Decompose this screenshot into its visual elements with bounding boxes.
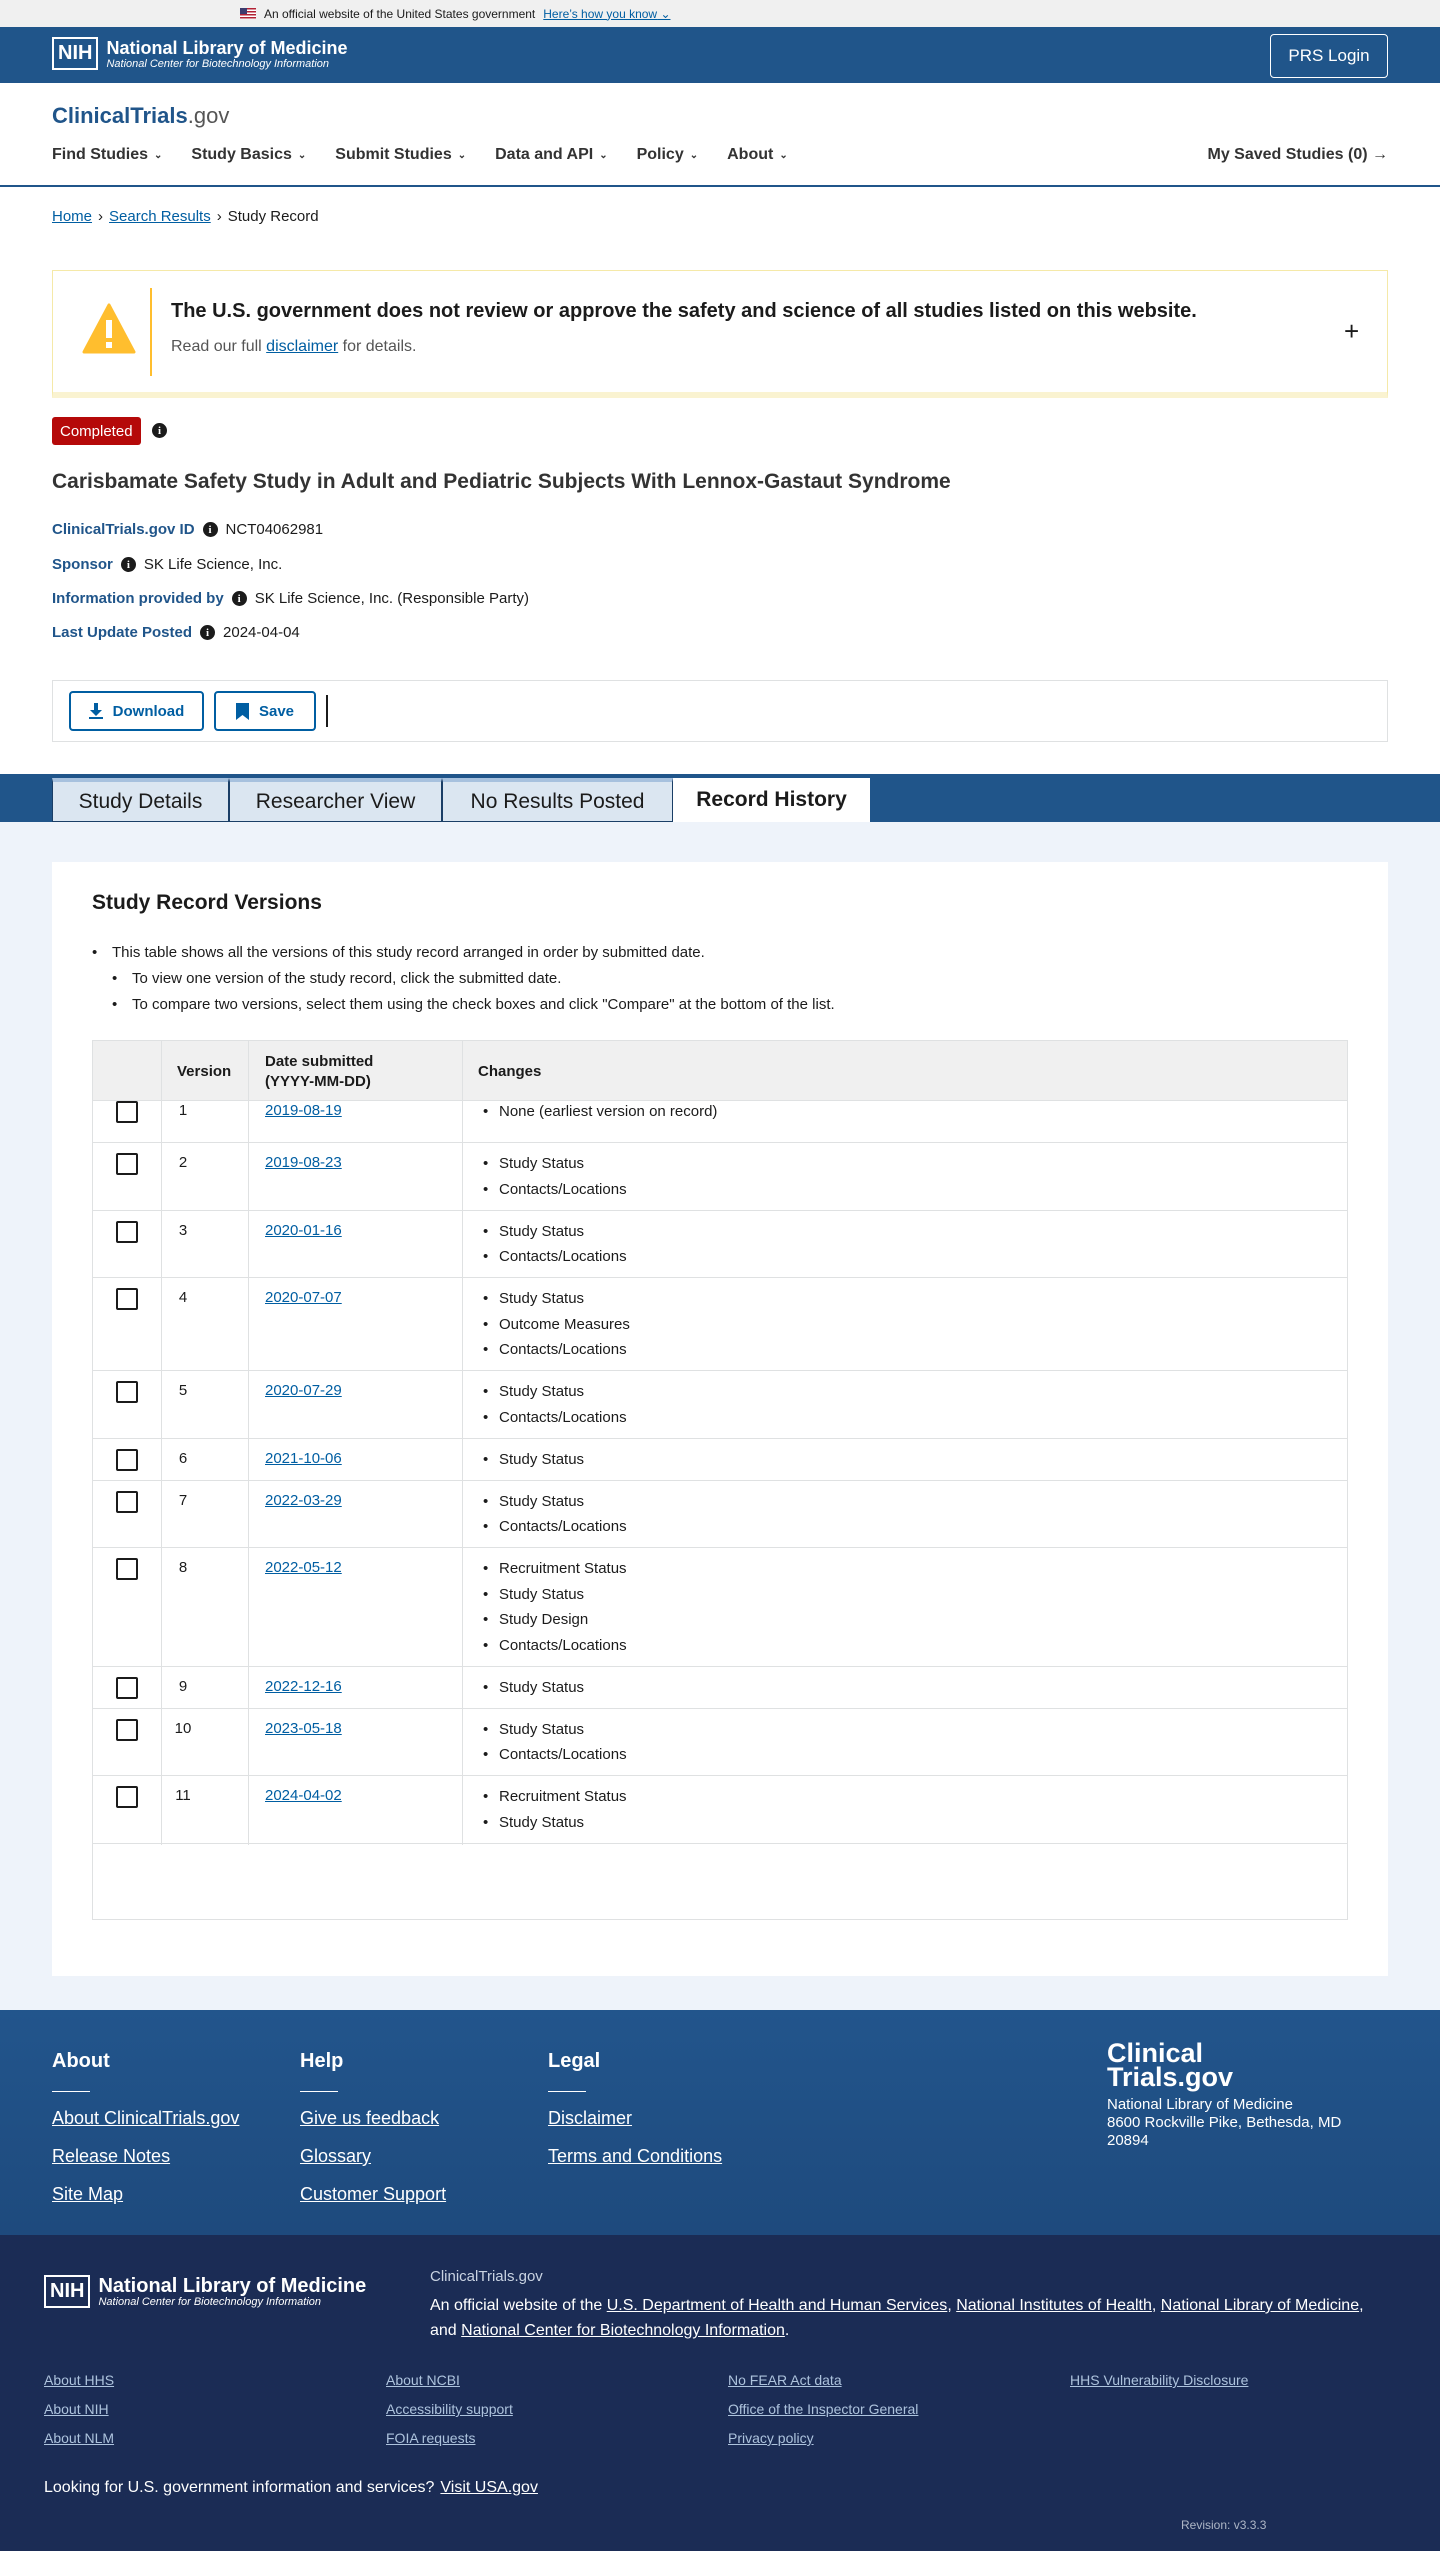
link-about-hhs[interactable]: About HHS bbox=[44, 2372, 115, 2388]
changes-list bbox=[477, 1556, 627, 1658]
chevron-down-icon: ⌄ bbox=[689, 149, 699, 161]
revision-text: Revision: v3.3.3 bbox=[1181, 2518, 1267, 2532]
version-date-link[interactable]: 2020-01-16 bbox=[265, 1221, 342, 1239]
col-divider bbox=[462, 1040, 463, 1845]
nav-policy[interactable]: Policy ⌄ bbox=[636, 146, 699, 163]
table-header bbox=[92, 1040, 1348, 1101]
bookmark-icon bbox=[236, 703, 249, 720]
info-icon[interactable]: i bbox=[152, 423, 167, 438]
footer-rule bbox=[52, 2091, 90, 2092]
nih-logo[interactable] bbox=[52, 37, 348, 70]
footer-help-heading: Help bbox=[300, 2050, 344, 2072]
instruction-item: • This table shows all the versions of this study record arranged in order by submitted date. bbox=[92, 940, 835, 966]
version-checkbox[interactable] bbox=[116, 1491, 138, 1513]
change-item: • Contacts/Locations bbox=[477, 1633, 627, 1659]
tab-record-history[interactable]: Record History bbox=[673, 778, 870, 822]
version-checkbox[interactable] bbox=[116, 1381, 138, 1403]
footer-rule bbox=[548, 2091, 586, 2092]
footer-link-feedback[interactable]: Give us feedback bbox=[300, 2108, 440, 2128]
nav-find-studies[interactable]: Find Studies ⌄ bbox=[52, 146, 163, 163]
footer-ct-logo[interactable]: Clinical Trials.gov bbox=[1107, 2038, 1234, 2092]
version-date-link[interactable]: 2019-08-19 bbox=[265, 1102, 342, 1119]
header-changes: Changes bbox=[478, 1063, 542, 1080]
info-icon[interactable]: i bbox=[203, 522, 218, 537]
info-icon[interactable]: i bbox=[232, 591, 247, 606]
footer-address: National Library of Medicine 8600 Rockville Pike, Bethesda, MD 20894 bbox=[1107, 2096, 1342, 2149]
change-item: • None (earliest version on record) bbox=[477, 1101, 717, 1125]
table-row bbox=[93, 1371, 1347, 1439]
change-item: • Contacts/Locations bbox=[477, 1742, 627, 1768]
version-date-link[interactable]: 2022-05-12 bbox=[265, 1559, 342, 1576]
chevron-right-icon: › bbox=[98, 208, 104, 225]
link-privacy[interactable]: Privacy policy bbox=[728, 2430, 814, 2446]
changes-list bbox=[477, 1675, 584, 1701]
change-item: • Study Status bbox=[477, 1379, 627, 1405]
section-title: Study Record Versions bbox=[92, 891, 322, 914]
version-number: 1 bbox=[178, 1102, 188, 1119]
link-about-ncbi[interactable]: About NCBI bbox=[386, 2372, 460, 2388]
alert-expand-button[interactable]: + bbox=[1344, 316, 1360, 346]
arrow-right-icon: → bbox=[1372, 146, 1388, 163]
gov-banner bbox=[0, 0, 1440, 27]
table-row bbox=[93, 1481, 1347, 1549]
change-item: • Contacts/Locations bbox=[477, 1514, 627, 1540]
version-checkbox[interactable] bbox=[116, 1101, 138, 1123]
instructions-list bbox=[92, 940, 835, 1018]
version-number: 10 bbox=[174, 1719, 192, 1737]
nav-divider bbox=[0, 185, 1440, 187]
table-row bbox=[93, 1211, 1347, 1279]
nlm-link[interactable]: National Library of Medicine bbox=[1160, 2297, 1360, 2314]
footer-nlm-logo[interactable]: NIH National Library of Medicine National Center for Biotechnology Information bbox=[44, 2275, 366, 2308]
change-item: • Recruitment Status bbox=[477, 1784, 627, 1810]
nih-link[interactable]: National Institutes of Health bbox=[956, 2297, 1152, 2314]
change-item: • Study Status bbox=[477, 1286, 630, 1312]
change-item: • Study Status bbox=[477, 1582, 627, 1608]
chevron-right-icon: › bbox=[216, 208, 222, 225]
footer-link-site-map[interactable]: Site Map bbox=[52, 2184, 124, 2204]
changes-list bbox=[477, 1489, 627, 1540]
sponsor-name: SK Life Science, Inc. bbox=[143, 556, 283, 573]
link-about-nlm[interactable]: About NLM bbox=[44, 2430, 115, 2446]
version-date-link[interactable]: 2022-03-29 bbox=[265, 1491, 342, 1509]
version-number: 3 bbox=[178, 1221, 188, 1239]
hhs-link[interactable]: U.S. Department of Health and Human Services bbox=[606, 2297, 948, 2314]
footer-link-support[interactable]: Customer Support bbox=[300, 2184, 447, 2204]
changes-list bbox=[477, 1379, 627, 1430]
footer-about-heading: About bbox=[52, 2050, 110, 2072]
change-item: • Contacts/Locations bbox=[477, 1177, 627, 1203]
col-divider bbox=[248, 1040, 249, 1845]
breadcrumb-search-results[interactable]: Search Results bbox=[109, 208, 211, 225]
chevron-down-icon: ⌄ bbox=[297, 149, 307, 161]
link-vulnerability[interactable]: HHS Vulnerability Disclosure bbox=[1070, 2372, 1249, 2388]
footer-site-name: ClinicalTrials.gov bbox=[430, 2268, 543, 2285]
changes-list bbox=[477, 1219, 627, 1270]
main-nav bbox=[52, 146, 817, 164]
usagov-callout: Looking for U.S. government information and services? Visit USA.gov bbox=[44, 2479, 538, 2496]
saved-studies-link[interactable]: My Saved Studies (0) → bbox=[1207, 146, 1388, 163]
change-item: • Outcome Measures bbox=[477, 1312, 630, 1338]
version-number: 6 bbox=[178, 1449, 188, 1467]
link-foia[interactable]: FOIA requests bbox=[386, 2430, 476, 2446]
version-checkbox[interactable] bbox=[116, 1786, 138, 1808]
warning-triangle-icon bbox=[82, 302, 136, 356]
tab-researcher-view[interactable]: Researcher View bbox=[229, 778, 442, 822]
nav-data-api[interactable]: Data and API ⌄ bbox=[495, 146, 608, 163]
link-accessibility[interactable]: Accessibility support bbox=[386, 2401, 513, 2417]
ncbi-link[interactable]: National Center for Biotechnology Information bbox=[461, 2322, 785, 2339]
changes-list bbox=[477, 1101, 717, 1125]
version-date-link[interactable]: 2021-10-06 bbox=[265, 1449, 342, 1467]
alert-divider bbox=[150, 288, 152, 376]
version-number: 7 bbox=[178, 1491, 188, 1509]
info-icon[interactable]: i bbox=[200, 625, 215, 640]
version-checkbox[interactable] bbox=[116, 1449, 138, 1471]
version-checkbox[interactable] bbox=[116, 1719, 138, 1741]
breadcrumb bbox=[52, 208, 319, 225]
nav-about[interactable]: About ⌄ bbox=[727, 146, 788, 163]
table-row bbox=[93, 1548, 1347, 1667]
nih-abbr: NIH bbox=[52, 37, 98, 70]
change-item: • Contacts/Locations bbox=[477, 1244, 627, 1270]
nlm-title: National Library of Medicine bbox=[106, 37, 348, 58]
meta-sponsor: Sponsor i SK Life Science, Inc. bbox=[52, 556, 283, 573]
table-row bbox=[93, 1278, 1347, 1371]
footer-rule bbox=[300, 2091, 338, 2092]
provided-by: SK Life Science, Inc. (Responsible Party) bbox=[254, 590, 529, 607]
change-item: • Study Design bbox=[477, 1607, 627, 1633]
status-badge: Completed bbox=[52, 417, 141, 445]
version-date-link[interactable]: 2020-07-07 bbox=[265, 1289, 342, 1306]
version-date-link[interactable]: 2019-08-23 bbox=[265, 1154, 342, 1171]
study-id: NCT04062981 bbox=[225, 521, 324, 538]
changes-list bbox=[477, 1151, 627, 1202]
changes-list bbox=[477, 1447, 584, 1473]
change-item: • Contacts/Locations bbox=[477, 1337, 630, 1363]
version-number: 5 bbox=[178, 1382, 188, 1399]
changes-list bbox=[477, 1784, 627, 1835]
download-icon bbox=[89, 703, 103, 719]
save-button[interactable]: Save bbox=[214, 691, 316, 731]
change-item: • Study Status bbox=[477, 1151, 627, 1177]
version-checkbox[interactable] bbox=[116, 1221, 138, 1243]
how-you-know-link[interactable]: Here’s how you know ⌄ bbox=[543, 6, 671, 21]
change-item: • Study Status bbox=[477, 1675, 584, 1701]
meta-updated: Last Update Posted i 2024-04-04 bbox=[52, 624, 300, 641]
table-row bbox=[93, 1439, 1347, 1481]
last-update-date: 2024-04-04 bbox=[223, 624, 300, 641]
link-no-fear[interactable]: No FEAR Act data bbox=[728, 2372, 842, 2388]
study-title: Carisbamate Safety Study in Adult and Pediatric Subjects With Lennox-Gastaut Syndrome bbox=[52, 470, 951, 493]
link-inspector-general[interactable]: Office of the Inspector General bbox=[728, 2401, 919, 2417]
header-version: Version bbox=[177, 1063, 232, 1080]
breadcrumb-current: Study Record bbox=[227, 208, 319, 225]
table-row bbox=[93, 1101, 1347, 1143]
version-number: 2 bbox=[178, 1154, 188, 1171]
version-date-link[interactable]: 2022-12-16 bbox=[265, 1677, 342, 1695]
us-flag-icon bbox=[240, 8, 256, 19]
change-item: • Contacts/Locations bbox=[477, 1405, 627, 1431]
change-item: • Study Status bbox=[477, 1447, 584, 1473]
change-item: • Study Status bbox=[477, 1219, 627, 1245]
disclaimer-link[interactable]: disclaimer bbox=[266, 338, 339, 355]
change-item: • Recruitment Status bbox=[477, 1556, 627, 1582]
version-date-link[interactable]: 2020-07-29 bbox=[265, 1382, 342, 1399]
version-checkbox[interactable] bbox=[116, 1288, 138, 1310]
link-about-nih[interactable]: About NIH bbox=[44, 2401, 109, 2417]
usagov-link[interactable]: Visit USA.gov bbox=[440, 2479, 538, 2496]
change-item: • Study Status bbox=[477, 1489, 627, 1515]
disclaimer-alert bbox=[52, 270, 1388, 398]
table-row bbox=[93, 1143, 1347, 1211]
actions-separator bbox=[326, 695, 328, 727]
version-number: 9 bbox=[178, 1677, 188, 1695]
info-icon[interactable]: i bbox=[121, 557, 136, 572]
change-item: • Study Status bbox=[477, 1810, 627, 1836]
ncbi-subtitle: National Center for Biotechnology Information bbox=[106, 57, 330, 70]
footer-link-release-notes[interactable]: Release Notes bbox=[52, 2146, 171, 2166]
chevron-down-icon: ⌄ bbox=[779, 149, 788, 161]
chevron-down-icon: ⌄ bbox=[599, 149, 608, 161]
gov-banner-text: An official website of the United States government bbox=[264, 6, 536, 21]
clinicaltrials-logo[interactable]: ClinicalTrials.gov bbox=[52, 103, 230, 128]
changes-list bbox=[477, 1286, 630, 1363]
alert-text: Read our full disclaimer for details. bbox=[171, 338, 417, 355]
breadcrumb-home[interactable]: Home bbox=[52, 208, 93, 225]
meta-id: ClinicalTrials.gov ID i NCT04062981 bbox=[52, 521, 324, 538]
version-number: 4 bbox=[178, 1289, 188, 1306]
footer-link-glossary[interactable]: Glossary bbox=[300, 2146, 372, 2166]
version-checkbox[interactable] bbox=[116, 1153, 138, 1175]
col-divider bbox=[161, 1040, 162, 1845]
instruction-item: • To view one version of the study record, click the submitted date. bbox=[92, 966, 835, 992]
instruction-item: • To compare two versions, select them using the check boxes and click "Compare" at the bottom of the list. bbox=[92, 992, 835, 1018]
footer-link-terms[interactable]: Terms and Conditions bbox=[548, 2146, 723, 2166]
changes-list bbox=[477, 1717, 627, 1768]
table-row bbox=[93, 1776, 1347, 1844]
version-date-link[interactable]: 2024-04-02 bbox=[265, 1787, 342, 1804]
nav-study-basics[interactable]: Study Basics ⌄ bbox=[191, 146, 307, 163]
table-row bbox=[93, 1709, 1347, 1777]
version-number: 8 bbox=[178, 1559, 188, 1576]
alert-title: The U.S. government does not review or approve the safety and science of all studies listed on this website. bbox=[171, 300, 1197, 322]
version-checkbox[interactable] bbox=[116, 1677, 138, 1699]
download-button[interactable]: Download bbox=[69, 691, 204, 731]
version-number: 11 bbox=[175, 1787, 191, 1804]
meta-provided: Information provided by i SK Life Science, Inc. (Responsible Party) bbox=[52, 590, 529, 607]
chevron-down-icon: ⌄ bbox=[457, 149, 467, 161]
footer-link-disclaimer[interactable]: Disclaimer bbox=[548, 2108, 633, 2128]
tab-study-details[interactable]: Study Details bbox=[52, 778, 229, 822]
table-row bbox=[93, 1667, 1347, 1709]
version-date-link[interactable]: 2023-05-18 bbox=[265, 1719, 342, 1737]
prs-login-button[interactable]: PRS Login bbox=[1270, 34, 1388, 78]
footer-official-text: An official website of the U.S. Department of Health and Human Services, National Institutes of Health, National Library of Medicine, and National Center for Biotechnology Information. bbox=[430, 2297, 1364, 2339]
nav-submit-studies[interactable]: Submit Studies ⌄ bbox=[335, 146, 467, 163]
chevron-down-icon: ⌄ bbox=[154, 149, 163, 161]
header-date: Date submitted (YYYY-MM-DD) bbox=[265, 1052, 374, 1090]
tab-no-results-posted[interactable]: No Results Posted bbox=[442, 778, 673, 822]
footer-link-about-ct[interactable]: About ClinicalTrials.gov bbox=[52, 2108, 240, 2128]
change-item: • Study Status bbox=[477, 1717, 627, 1743]
footer-legal-heading: Legal bbox=[548, 2050, 601, 2072]
version-checkbox[interactable] bbox=[116, 1558, 138, 1580]
